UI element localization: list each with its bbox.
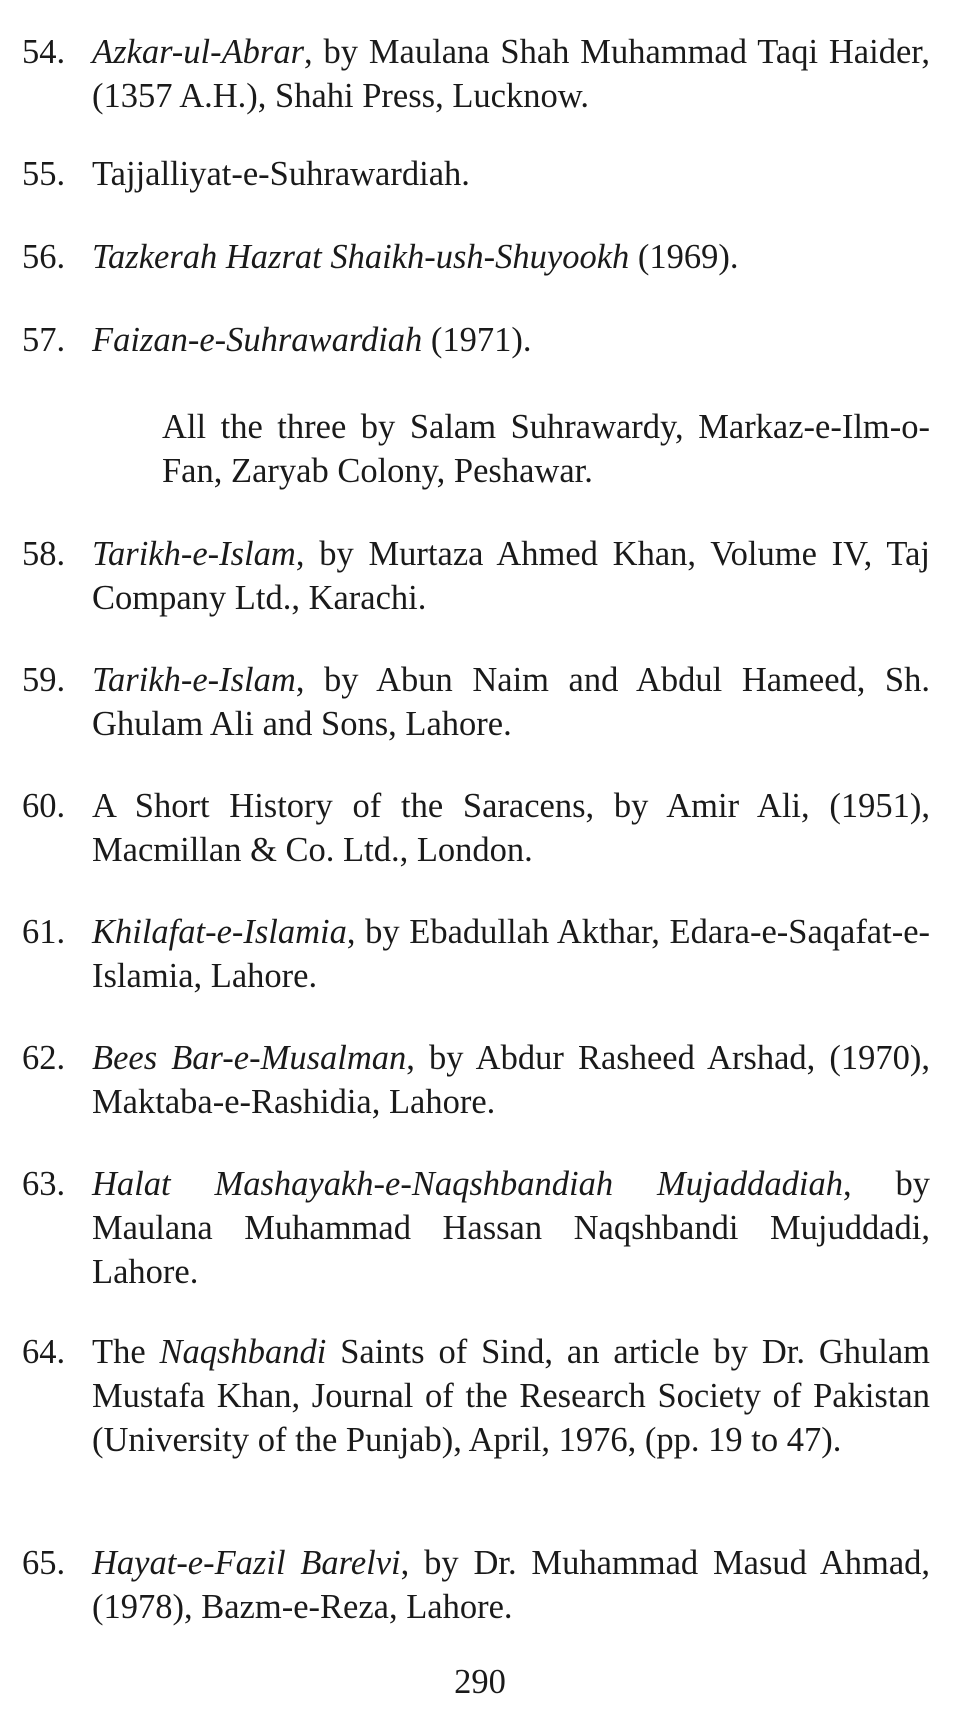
- entry-title: Faizan-e-Suhrawardiah: [92, 321, 423, 359]
- entry-text: Halat Mashayakh-e-Naqshbandiah Mujaddadiah, by Maulana Muhammad Hassan Naqshbandi Mujuddadi, Lahore.: [92, 1165, 930, 1291]
- bibliography-entry-55: [22, 152, 930, 196]
- bibliography-entry-58: [22, 532, 930, 620]
- entry-number: 62.: [22, 1039, 66, 1077]
- page-number: 290: [454, 1663, 506, 1701]
- entry-text: The Naqshbandi Saints of Sind, an article by Dr. Ghulam Mustafa Khan, Journal of the Research Society of Pakistan (University of the Punjab), April, 1976, (pp. 19 to 47).: [92, 1333, 930, 1459]
- entry-number: 57.: [22, 321, 66, 359]
- entry-text: Tajjalliyat-e-Suhrawardiah.: [92, 155, 470, 193]
- entry-number: 60.: [22, 787, 66, 825]
- entry-title: Tarikh-e-Islam: [92, 535, 296, 573]
- bibliography-entry-57: [22, 318, 930, 362]
- entry-title: Bees Bar-e-Musalman: [92, 1039, 407, 1077]
- entry-text: Faizan-e-Suhrawardiah (1971).: [92, 321, 532, 359]
- bibliography-entry-63: [22, 1162, 930, 1294]
- entry-number: 59.: [22, 661, 66, 699]
- entry-number: 64.: [22, 1333, 66, 1371]
- entry-text: Tarikh-e-Islam, by Abun Naim and Abdul Hameed, Sh. Ghulam Ali and Sons, Lahore.: [92, 661, 930, 743]
- entry-title: Azkar-ul-Abrar: [92, 33, 305, 71]
- group-note: All the three by Salam Suhrawardy, Markaz-e-Ilm-o-Fan, Zaryab Colony, Peshawar.: [162, 408, 930, 490]
- bibliography-entry-56: [22, 235, 930, 279]
- entry-number: 54.: [22, 33, 66, 71]
- bibliography-entry-62: [22, 1036, 930, 1124]
- entry-number: 61.: [22, 913, 66, 951]
- bibliography-entry-61: [22, 910, 930, 998]
- entry-title: Khilafat-e-Islamia: [92, 913, 347, 951]
- entry-title: Halat Mashayakh-e-Naqshbandiah Mujaddadiah: [92, 1165, 843, 1203]
- entry-title: Tazkerah Hazrat Shaikh-ush-Shuyookh: [92, 238, 630, 276]
- entry-text: Azkar-ul-Abrar, by Maulana Shah Muhammad Taqi Haider, (1357 A.H.), Shahi Press, Lucknow.: [92, 33, 930, 115]
- entry-number: 56.: [22, 238, 66, 276]
- entry-number: 55.: [22, 155, 66, 193]
- entry-text: Hayat-e-Fazil Barelvi, by Dr. Muhammad Masud Ahmad, (1978), Bazm-e-Reza, Lahore.: [92, 1544, 931, 1626]
- entry-title: Hayat-e-Fazil Barelvi: [92, 1544, 401, 1582]
- entry-number: 65.: [22, 1544, 66, 1582]
- bibliography-entry-54: [22, 30, 930, 118]
- entry-text: Bees Bar-e-Musalman, by Abdur Rasheed Arshad, (1970), Maktaba-e-Rashidia, Lahore.: [92, 1039, 931, 1121]
- entry-text: Tarikh-e-Islam, by Murtaza Ahmed Khan, Volume IV, Taj Company Ltd., Karachi.: [92, 535, 930, 617]
- entry-title: Tarikh-e-Islam: [92, 661, 296, 699]
- bibliography-entry-60: [22, 784, 930, 872]
- bibliography-entry-65: [22, 1541, 930, 1629]
- entry-number: 63.: [22, 1165, 66, 1203]
- entry-text: Tazkerah Hazrat Shaikh-ush-Shuyookh (1969).: [92, 238, 739, 276]
- entry-text: A Short History of the Saracens, by Amir Ali, (1951), Macmillan & Co. Ltd., London.: [92, 787, 930, 869]
- entry-number: 58.: [22, 535, 66, 573]
- entry-text: Khilafat-e-Islamia, by Ebadullah Akthar, Edara-e-Saqafat-e-Islamia, Lahore.: [92, 913, 930, 995]
- bibliography-entry-64: [22, 1330, 930, 1462]
- entry-title: Naqshbandi: [159, 1333, 327, 1371]
- bibliography-entry-59: [22, 658, 930, 746]
